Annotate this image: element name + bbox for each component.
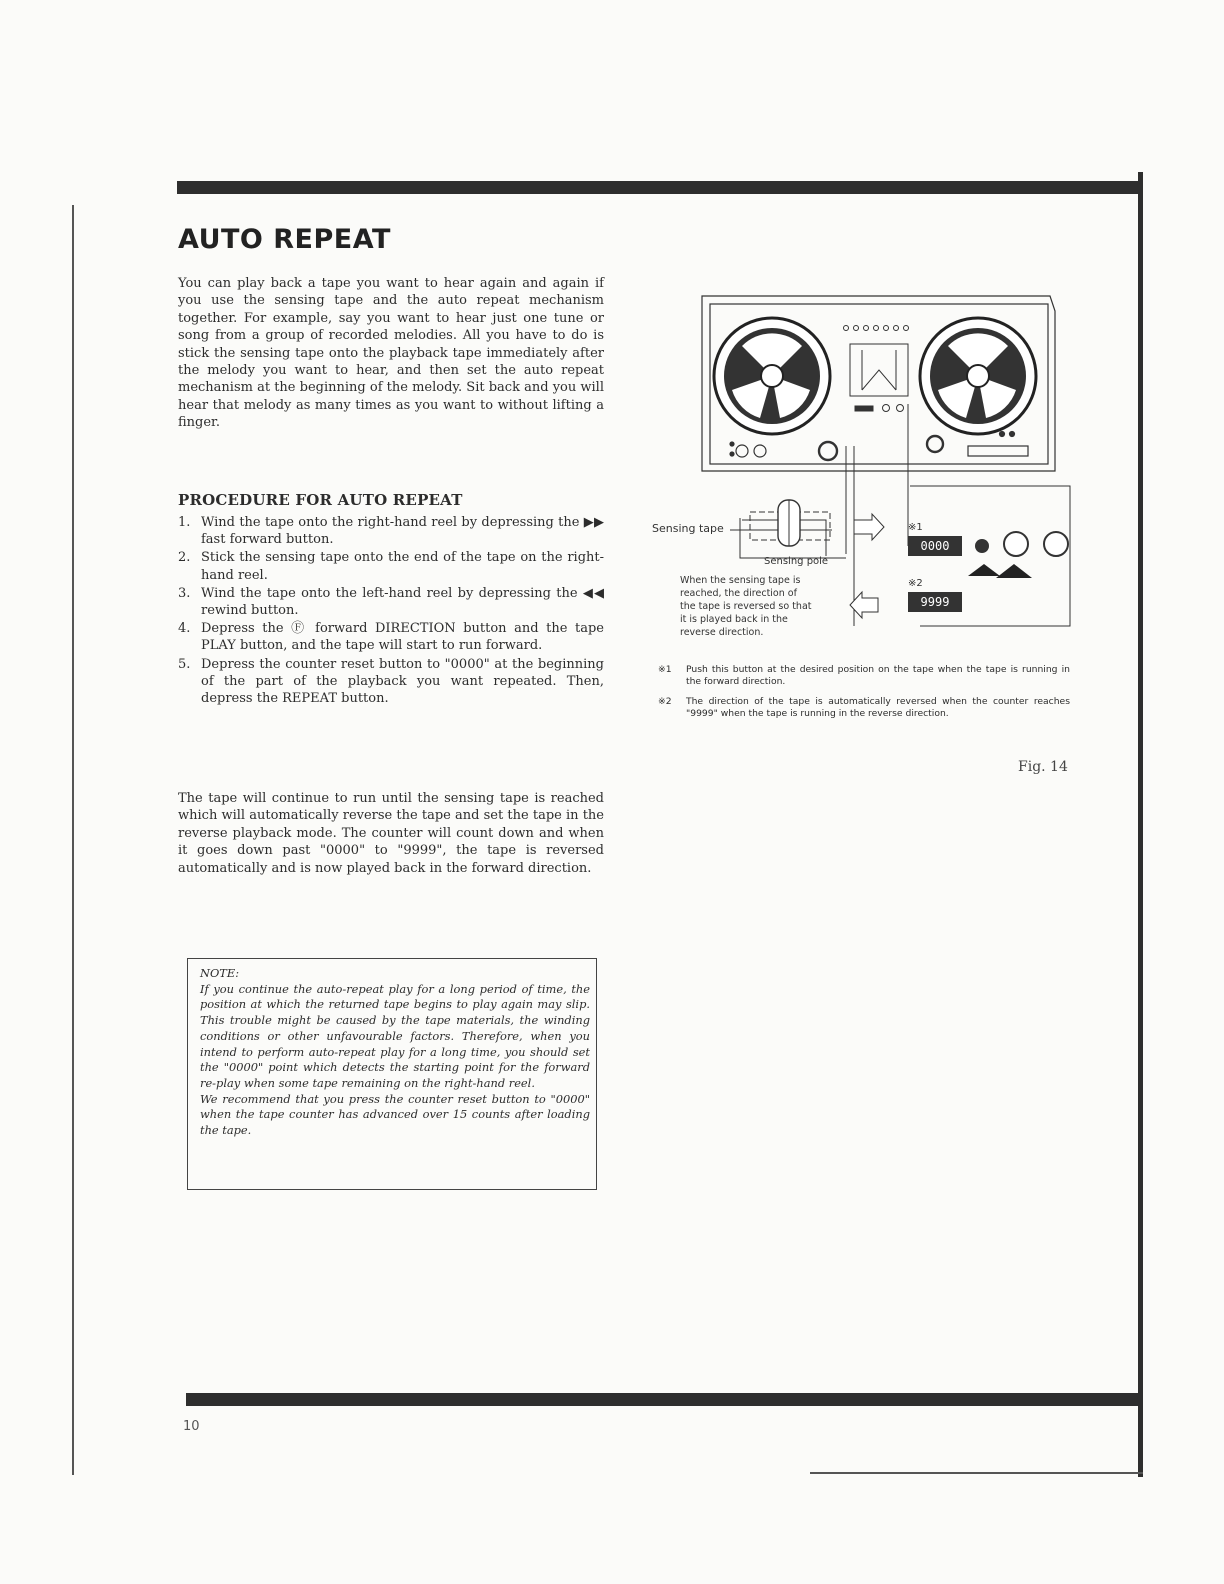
procedure-heading: PROCEDURE FOR AUTO REPEAT (178, 491, 463, 509)
step-number: 5. (178, 656, 191, 672)
note-box (187, 958, 597, 1190)
caption-line: reached, the direction of (680, 588, 797, 599)
counter-display-1: 0000 (920, 539, 950, 553)
footnote-1 (658, 664, 1070, 688)
note-title: NOTE: (200, 966, 240, 980)
marker-2: ※2 (908, 578, 923, 589)
left-reel-icon (714, 318, 830, 434)
footnote-marker: ※2 (658, 696, 672, 707)
procedure-steps (178, 514, 604, 708)
caption-line: reverse direction. (680, 627, 764, 638)
footnote-marker: ※1 (658, 664, 672, 675)
tape-deck-illustration (650, 286, 1080, 666)
right-edge-line (1138, 172, 1143, 1477)
step-text: Wind the tape onto the right-hand reel by depressing the ▶▶ fast forward button. (201, 515, 604, 548)
page-number: 10 (183, 1419, 200, 1434)
step-number: 2. (178, 550, 191, 566)
caption-line: the tape is reversed so that (680, 601, 812, 612)
control-knobs-icon (730, 432, 1028, 461)
caption-line: it is played back in the (680, 614, 788, 625)
step-number: 4. (178, 621, 191, 637)
procedure-step (178, 620, 604, 654)
note-paragraph: If you continue the auto-repeat play for a long period of time, the position at which the returned tape begins to play again may slip. This trouble might be caused by the tape materials, the winding conditions or other unfavourable factors. Therefore, when you intend to perform auto-repeat play for a long time, you should set the "0000" point which detects the starting point for the forward re-play when some tape remaining on the right-hand reel. (200, 981, 590, 1090)
sensing-pole-label: Sensing pole (764, 556, 829, 567)
footnote-text: Push this button at the desired position on the tape when the tape is running in the forward direction. (686, 664, 1070, 687)
bottom-edge-line (810, 1472, 1143, 1474)
counter-display-2: 9999 (920, 595, 950, 609)
result-paragraph: The tape will continue to run until the sensing tape is reached which will automatically reverse the tape and set the tape in the reverse playback mode. The counter will count down and when it goes down past "0000" to "9999", the tape is reversed automatically and is now played back in the forward direction. (178, 791, 604, 876)
procedure-step (178, 514, 604, 548)
step-text: Depress the Ⓕ forward DIRECTION button and the tape PLAY button, and the tape will start to run forward. (201, 621, 604, 654)
step-number: 1. (178, 515, 191, 530)
sensing-tape-label: Sensing tape (652, 522, 724, 535)
step-text: Stick the sensing tape onto the end of the tape on the right-hand reel. (201, 550, 604, 583)
step-text: Wind the tape onto the left-hand reel by depressing the ◀◀ rewind button. (201, 585, 604, 619)
caption-line: When the sensing tape is (680, 575, 801, 586)
procedure-step (178, 549, 604, 583)
bottom-rule (186, 1393, 1143, 1406)
head-block-icon (844, 326, 909, 412)
procedure-step (178, 656, 604, 708)
top-rule (177, 181, 1143, 194)
right-reel-icon (920, 318, 1036, 434)
step-text: Depress the counter reset button to "0000" at the beginning of the part of the playback you want repeated. Then, depress the REPEAT button. (201, 656, 604, 707)
footnote-2 (658, 696, 1070, 720)
step-number: 3. (178, 585, 191, 601)
marker-1: ※1 (908, 522, 923, 533)
footnote-text: The direction of the tape is automatically reversed when the counter reaches "9999" when the tape is running in the reverse direction. (686, 696, 1070, 719)
left-edge-line (72, 205, 74, 1475)
page-title: AUTO REPEAT (178, 224, 391, 255)
note-recommendation: We recommend that you press the counter reset button to "0000" when the tape counter has advanced over 15 counts after loading the tape. (200, 1091, 590, 1138)
figure-label: Fig. 14 (1018, 759, 1068, 775)
intro-paragraph: You can play back a tape you want to hear again and again if you use the sensing tape and the auto repeat mechanism together. For example, say you want to hear just one tune or song from a group of recorded melodies. All you have to do is stick the sensing tape onto the playback tape immediately after the melody you want to hear, and then set the auto repeat mechanism at the beginning of the melody. Sit back and you will hear that melody as many times as you want to without lifting a finger. (178, 276, 604, 431)
procedure-step (178, 585, 604, 619)
